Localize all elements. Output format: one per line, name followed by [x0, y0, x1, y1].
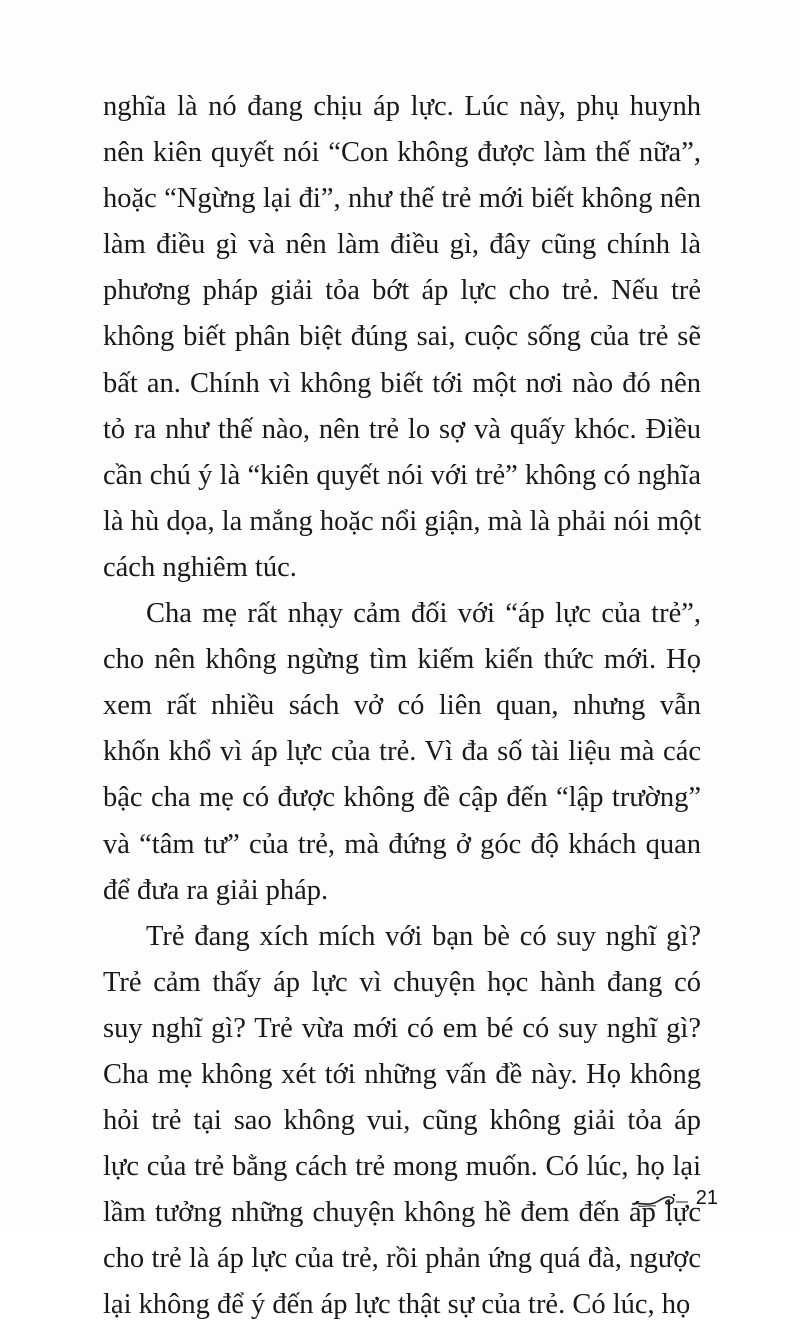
text-line: hỏi trẻ tại sao không vui, cũng không giải tỏa áp: [103, 1105, 701, 1137]
text-line: là hù dọa, la mắng hoặc nổi giận, mà là phải nói một: [103, 505, 702, 537]
paragraph: [103, 591, 701, 914]
text-line: bậc cha mẹ có được không đề cập đến “lập trường”: [103, 782, 701, 814]
ink-flourish-icon: [630, 1188, 690, 1210]
text-line: tỏ ra như thế nào, nên trẻ lo sợ và quấy khóc. Điều: [103, 413, 701, 445]
text-line: và “tâm tư” của trẻ, mà đứng ở góc độ khách quan: [103, 828, 701, 860]
text-line: lại không để ý đến áp lực thật sự của trẻ. Có lúc, họ: [103, 1289, 691, 1321]
text-line: bất an. Chính vì không biết tới một nơi nào đó nên: [103, 367, 701, 399]
paragraph: [103, 914, 701, 1329]
text-line: lực của trẻ bằng cách trẻ mong muốn. Có lúc, họ lại: [103, 1151, 701, 1183]
text-line: cần chú ý là “kiên quyết nói với trẻ” không có nghĩa: [103, 459, 701, 491]
text-line: Trẻ đang xích mích với bạn bè có suy nghĩ gì?: [146, 920, 701, 952]
text-line: lầm tưởng những chuyện không hề đem đến áp lực: [103, 1197, 701, 1229]
text-line: cho trẻ là áp lực của trẻ, rồi phản ứng quá đà, ngược: [103, 1243, 701, 1275]
text-line: nên kiên quyết nói “Con không được làm thế nữa”,: [103, 137, 701, 169]
text-line: Cha mẹ không xét tới những vấn đề này. Họ không: [103, 1058, 701, 1090]
text-line: phương pháp giải tỏa bớt áp lực cho trẻ. Nếu trẻ: [103, 275, 701, 307]
body-text: [103, 84, 701, 1329]
text-line: cách nghiêm túc.: [103, 551, 297, 583]
text-line: để đưa ra giải pháp.: [103, 874, 329, 906]
page-footer: [630, 1187, 718, 1210]
page-number: 21: [695, 1187, 718, 1209]
text-line: xem rất nhiều sách vở có liên quan, nhưng vẫn: [103, 690, 701, 722]
text-line: nghĩa là nó đang chịu áp lực. Lúc này, phụ huynh: [103, 91, 701, 122]
paragraph: [103, 84, 701, 591]
text-line: cho nên không ngừng tìm kiếm kiến thức mới. Họ: [103, 644, 701, 676]
text-line: hoặc “Ngừng lại đi”, như thế trẻ mới biết không nên: [103, 183, 701, 215]
text-line: Cha mẹ rất nhạy cảm đối với “áp lực của trẻ”,: [146, 598, 701, 630]
text-line: Trẻ cảm thấy áp lực vì chuyện học hành đang có: [103, 966, 701, 998]
text-line: làm điều gì và nên làm điều gì, đây cũng chính là: [103, 229, 701, 261]
text-line: không biết phân biệt đúng sai, cuộc sống của trẻ sẽ: [103, 321, 701, 353]
text-line: suy nghĩ gì? Trẻ vừa mới có em bé có suy nghĩ gì?: [103, 1012, 701, 1044]
text-line: khốn khổ vì áp lực của trẻ. Vì đa số tài liệu mà các: [103, 736, 701, 768]
